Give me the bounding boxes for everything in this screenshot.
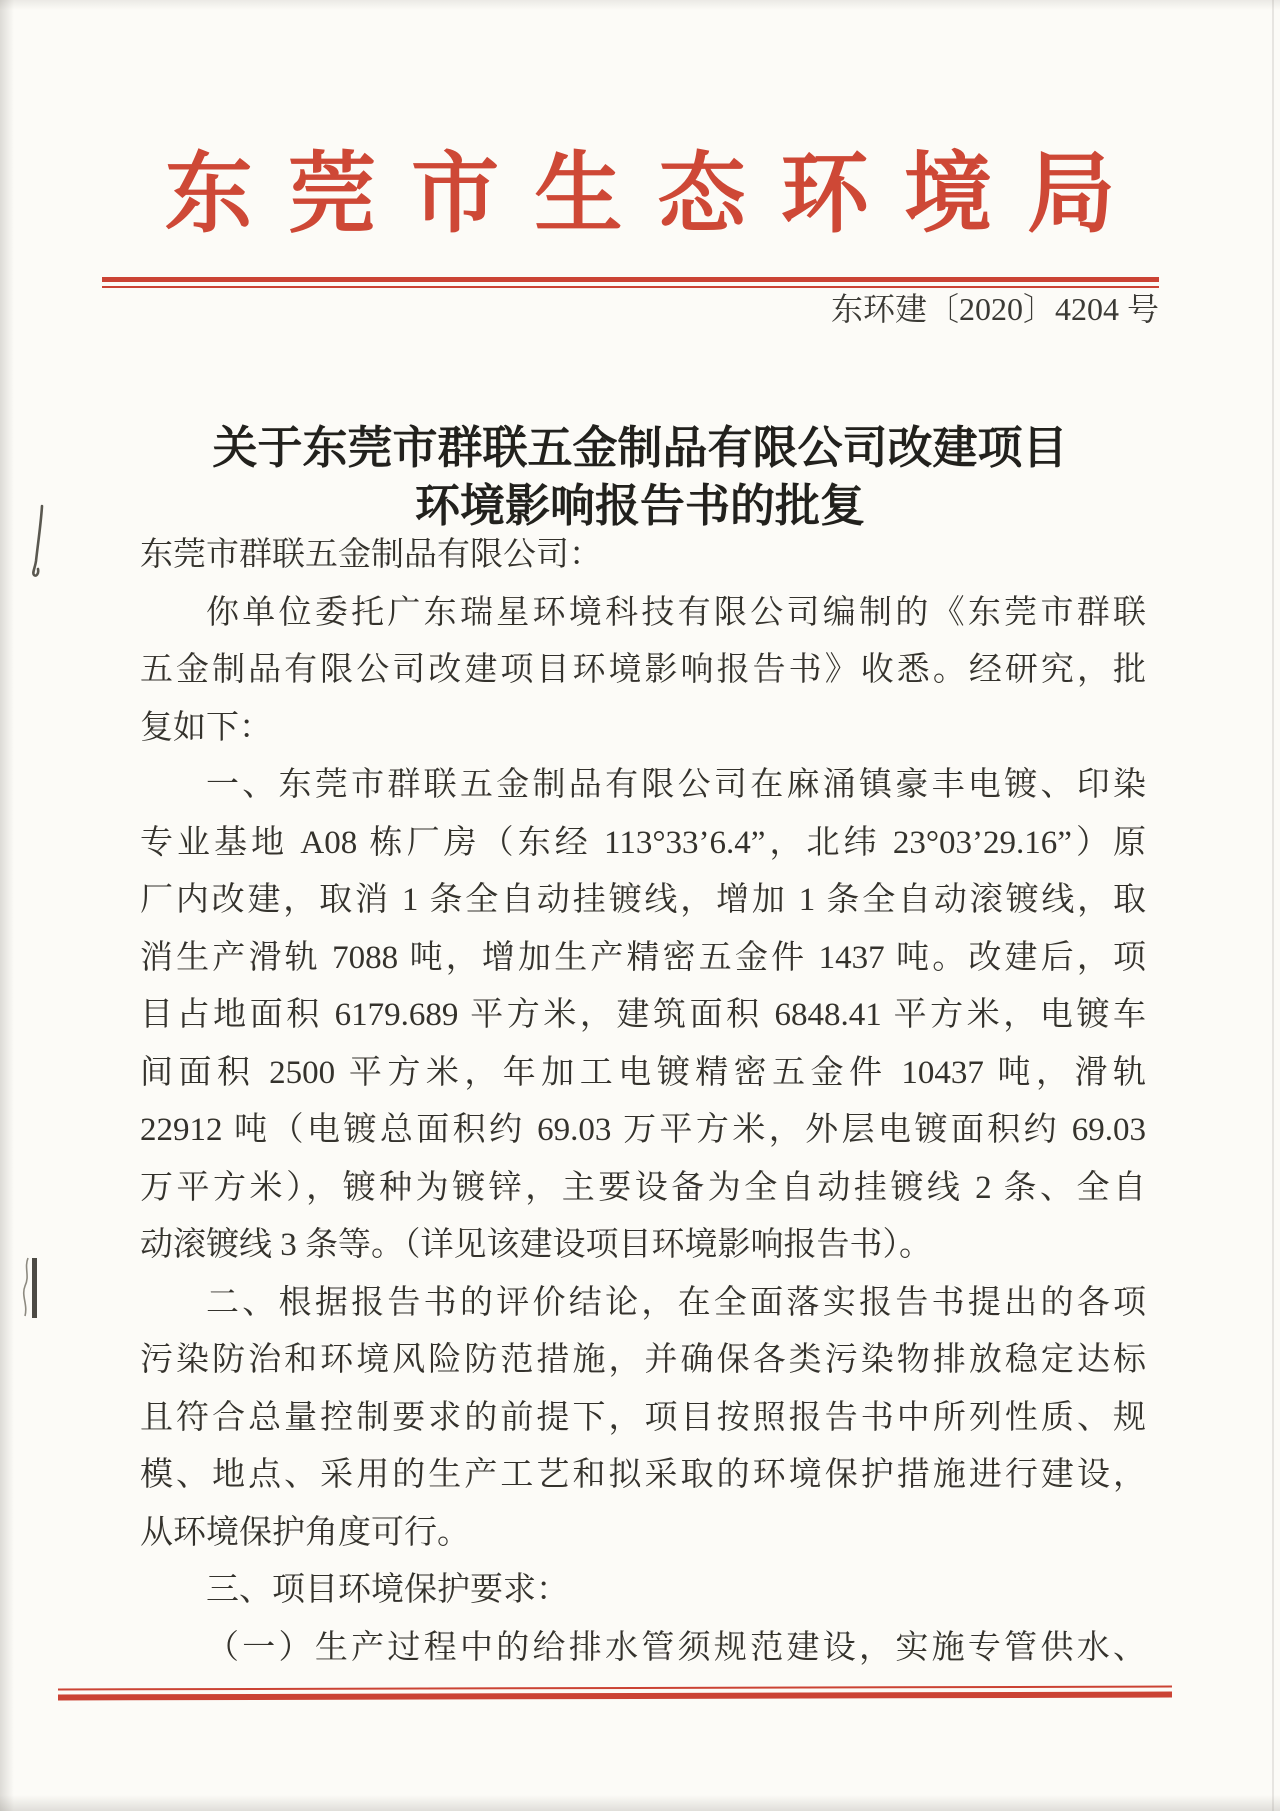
body-text-line: 从环境保护角度可行。 [140,1514,470,1551]
body-text-line: 间面积 2500 平方米，年加工电镀精密五金件 10437 吨，滑轨 [140,1054,1146,1091]
body-text-line: 东莞市群联五金制品有限公司： [140,537,602,573]
document-number: 东环建〔2020〕4204 号 [830,291,1159,327]
body-text-line: 模、地点、采用的生产工艺和拟采取的环境保护措施进行建设， [140,1457,1146,1493]
body-text-line: 专业基地 A08 栋厂房（东经 113°33’6.4”，北纬 23°03’29.16”）原 [140,824,1146,861]
document-title [0,419,1280,535]
document-title-line1: 关于东莞市群联五金制品有限公司改建项目 [212,423,1068,473]
body-text-line: 且符合总量控制要求的前提下，项目按照报告书中所列性质、规 [140,1399,1146,1436]
body-text-line: 厂内改建，取消 1 条全自动挂镀线，增加 1 条全自动滚镀线，取 [140,882,1146,918]
scan-edge-shadow-left [0,0,14,1811]
document-body [140,527,1146,1677]
scan-edge-shadow-top [0,0,1280,10]
footer-double-rule [58,1686,1172,1701]
scan-edge-shadow-bottom [0,1795,1280,1811]
body-text-line: 三、项目环境保护要求： [206,1572,569,1608]
body-text-line: 一、东莞市群联五金制品有限公司在麻涌镇豪丰电镀、印染 [206,767,1146,803]
scan-crease-mark-lower [18,1254,44,1324]
body-text-line: 你单位委托广东瑞星环境科技有限公司编制的《东莞市群联 [206,594,1146,631]
body-text-line: 消生产滑轨 7088 吨，增加生产精密五金件 1437 吨。改建后，项 [140,939,1146,976]
scan-edge-shadow-right [1272,0,1274,1811]
body-text-line: 动滚镀线 3 条等。（详见该建设项目环境影响报告书）。 [140,1227,932,1263]
agency-header-title: 东莞市生态环境局 [164,147,1151,244]
body-text-line: （一）生产过程中的给排水管须规范建设，实施专管供水、 [206,1629,1146,1666]
document-title-line2: 环境影响报告书的批复 [414,481,865,531]
body-text-line: 万平方米），镀种为镀锌，主要设备为全自动挂镀线 2 条、全自 [140,1169,1146,1206]
body-text-line: 五金制品有限公司改建项目环境影响报告书》收悉。经研究，批 [140,652,1146,688]
body-text-line: 22912 吨（电镀总面积约 69.03 万平方米，外层电镀面积约 69.03 [140,1112,1146,1148]
body-text-line: 目占地面积 6179.689 平方米，建筑面积 6848.41 平方米，电镀车 [140,997,1146,1033]
body-text-line: 复如下： [140,709,272,746]
body-text-line: 二、根据报告书的评价结论，在全面落实报告书提出的各项 [206,1284,1146,1321]
header-double-rule [102,277,1159,288]
body-text-line: 污染防治和环境风险防范措施，并确保各类污染物排放稳定达标 [140,1342,1146,1378]
